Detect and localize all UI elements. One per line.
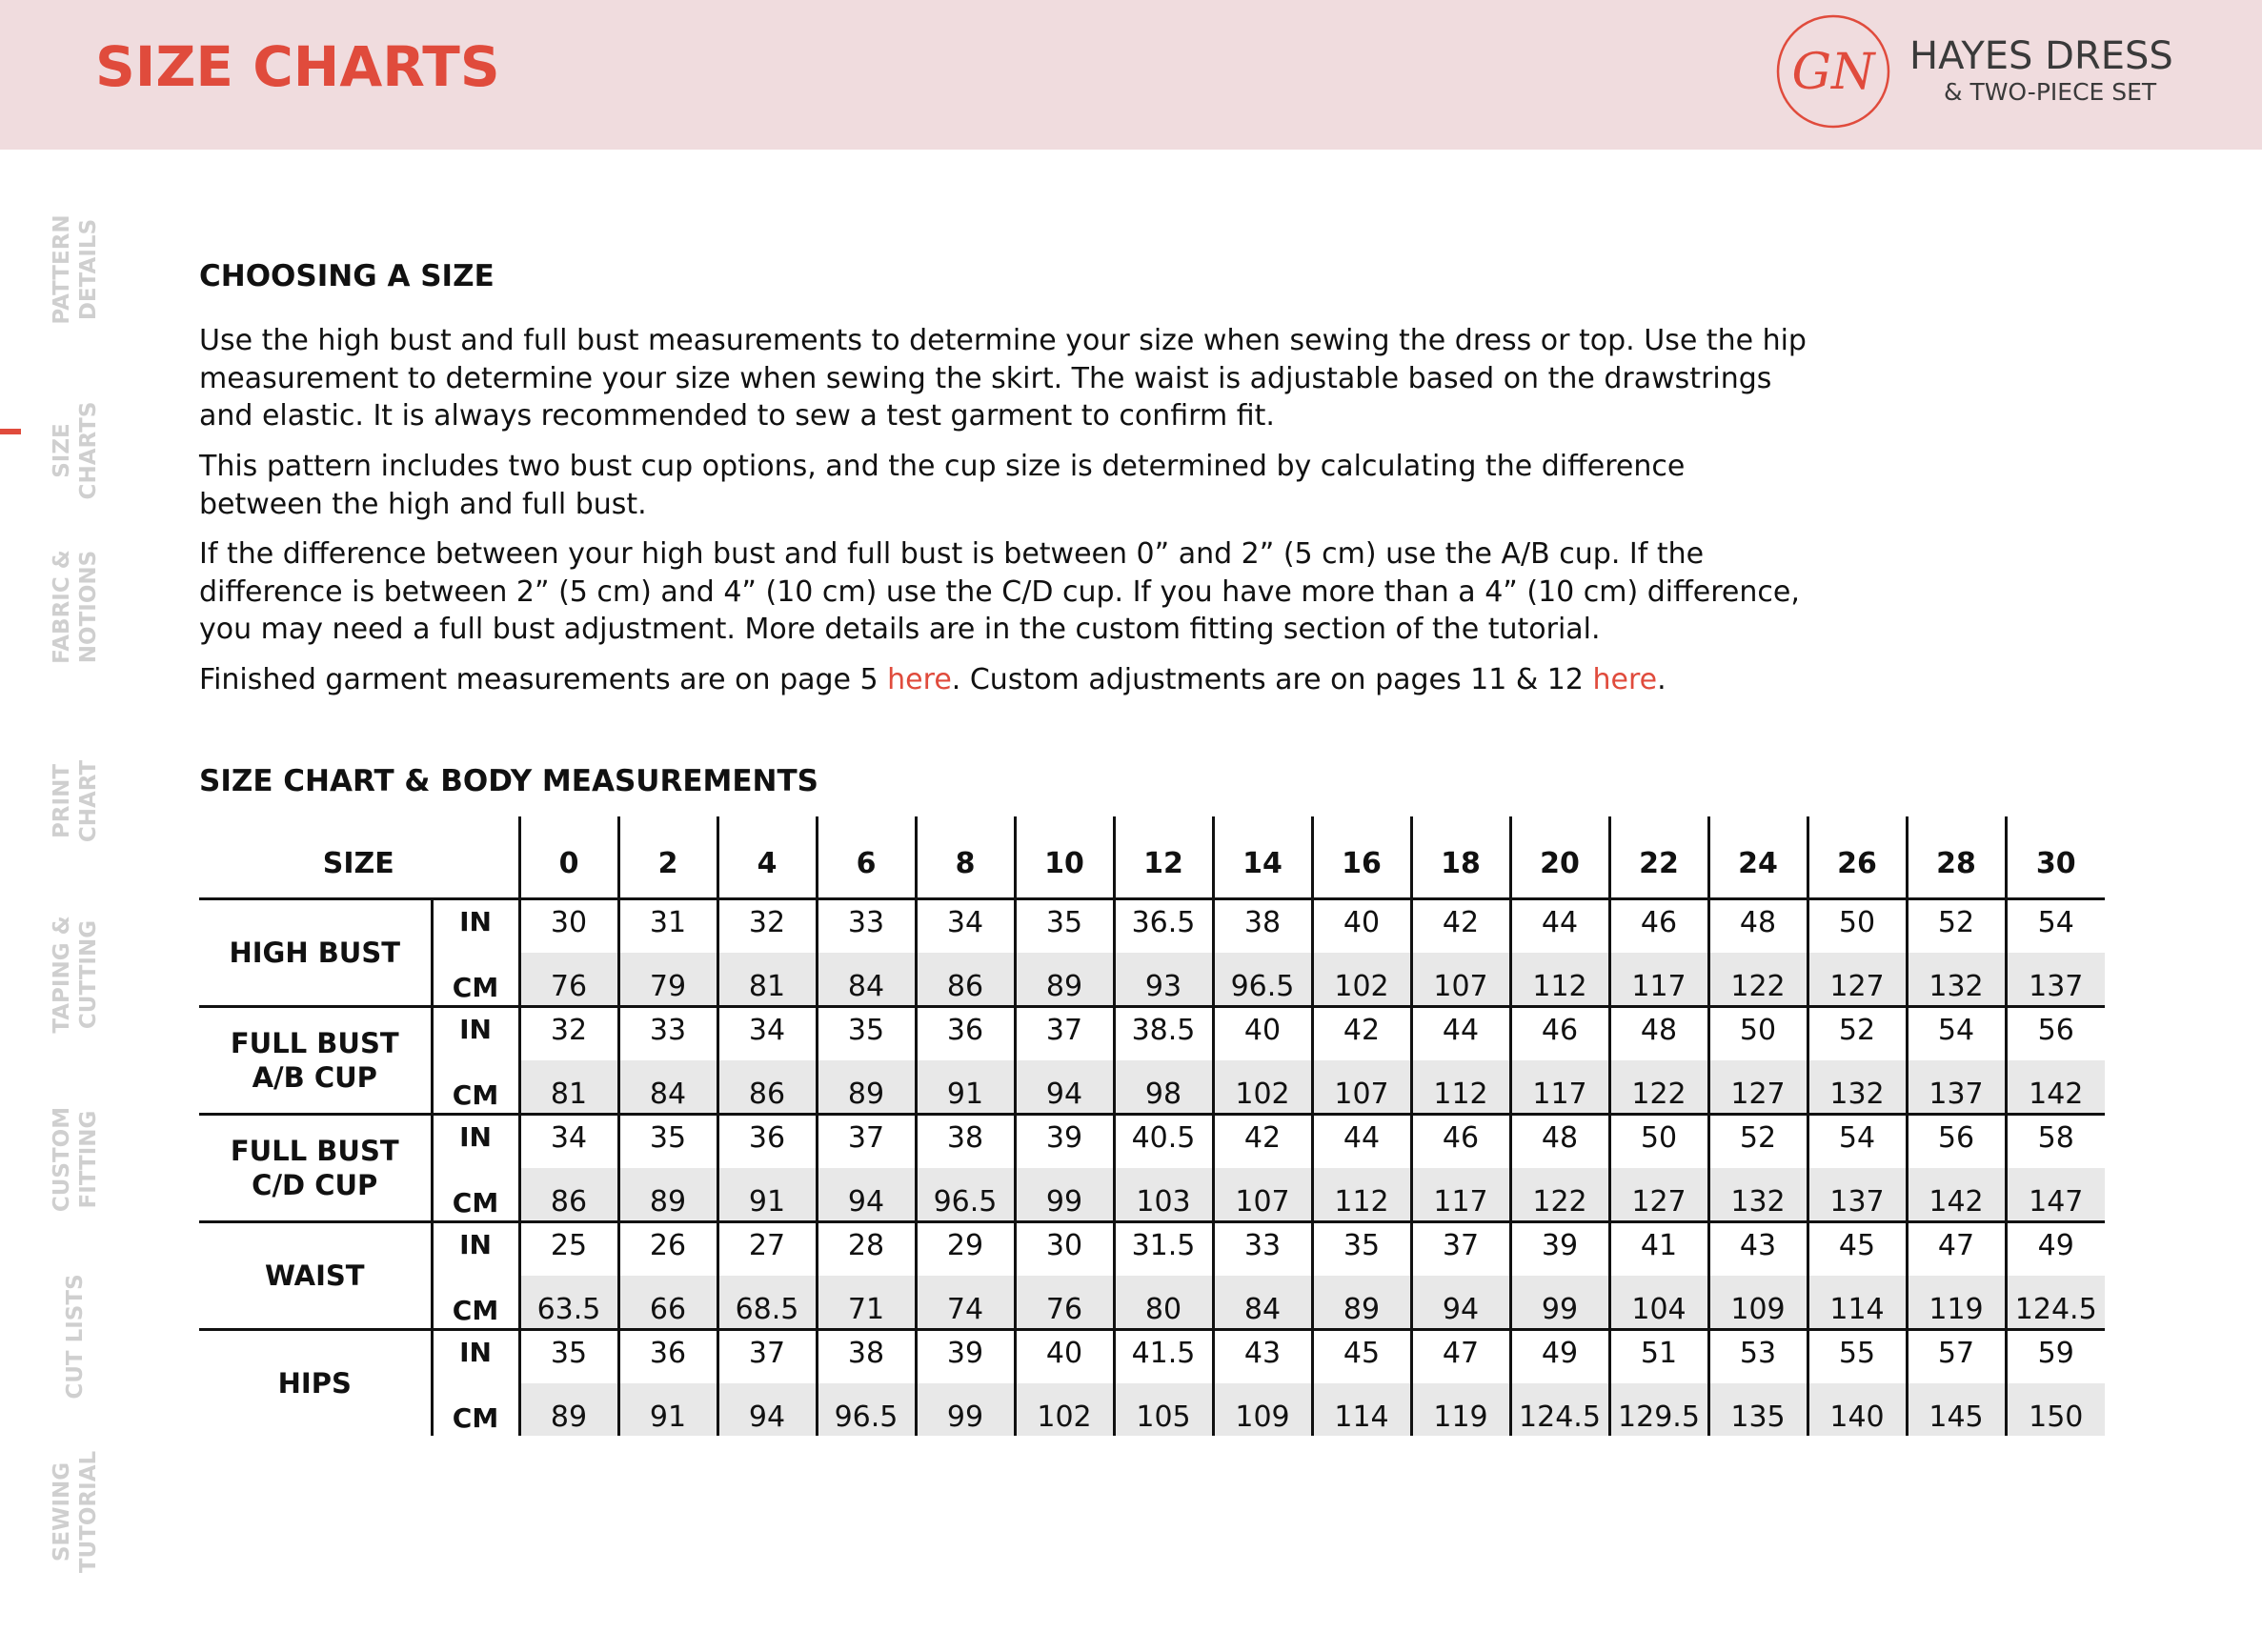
sidebar-item-label: DETAILS (76, 218, 101, 321)
measurement-cell: 32 (717, 898, 817, 953)
measurement-cell: 68.5 (717, 1276, 817, 1330)
measurement-cell: 56 (2006, 1006, 2105, 1060)
measurement-cell: 35 (519, 1329, 618, 1383)
measurement-cell: 96.5 (916, 1168, 1015, 1222)
measurement-cell: 40 (1213, 1006, 1312, 1060)
measurement-cell: 29 (916, 1221, 1015, 1276)
measurement-cell: 54 (2006, 898, 2105, 953)
measurement-cell: 44 (1312, 1114, 1411, 1168)
measurement-cell: 46 (1510, 1006, 1609, 1060)
size-header-cell: 0 (519, 816, 618, 898)
measurement-cell: 30 (519, 898, 618, 953)
sidebar-item-label: CHART (76, 759, 101, 843)
section-heading-choosing-size: CHOOSING A SIZE (199, 259, 495, 293)
measurement-cell: 43 (1708, 1221, 1808, 1276)
measurement-cell: 132 (1907, 953, 2006, 1007)
measurement-cell: 34 (916, 898, 1015, 953)
sidebar-item-taping-cutting[interactable] (0, 903, 152, 1046)
measurement-cell: 43 (1213, 1329, 1312, 1383)
measurement-cell: 37 (817, 1114, 916, 1168)
measurement-cell: 96.5 (817, 1383, 916, 1436)
measurement-cell: 89 (817, 1060, 916, 1115)
table-row (199, 1329, 2105, 1383)
measurement-cell: 117 (1510, 1060, 1609, 1115)
measurement-cell: 50 (1708, 1006, 1808, 1060)
measurement-cell: 122 (1510, 1168, 1609, 1222)
paragraph-cup-options: This pattern includes two bust cup options, and the cup size is determined by calculating the difference between the high and full bust. (199, 450, 1686, 521)
measurement-cell: 132 (1708, 1168, 1808, 1222)
measurement-cell: 40.5 (1114, 1114, 1213, 1168)
measurement-cell: 53 (1708, 1329, 1808, 1383)
paragraph-cup-difference: If the difference between your high bust and full bust is between 0” and 2” (5 cm) use the A/B cup. If the difference is between 2” (5 cm) and 4” (10 cm) use the C/D cup. If you have more than a 4” (10 cm) difference, you may need a full bust adjustment. More details are in the custom fitting section of the tutorial. (199, 537, 1800, 646)
measurement-cell: 39 (1510, 1221, 1609, 1276)
measurement-cell: 150 (2006, 1383, 2105, 1436)
measurement-cell: 55 (1808, 1329, 1907, 1383)
table-row (199, 1114, 2105, 1168)
measurement-cell: 81 (519, 1060, 618, 1115)
measurement-cell: 104 (1609, 1276, 1708, 1330)
measurement-cell: 142 (2006, 1060, 2105, 1115)
table-row (199, 1168, 2105, 1222)
measurement-cell: 39 (1015, 1114, 1114, 1168)
measurement-cell: 81 (717, 953, 817, 1007)
measurement-cell: 107 (1312, 1060, 1411, 1115)
brand-subtitle: & TWO-PIECE SET (1944, 78, 2157, 106)
unit-label-in: IN (432, 1114, 519, 1168)
measurement-cell: 34 (717, 1006, 817, 1060)
custom-adjustments-link[interactable]: here (1592, 663, 1658, 696)
sidebar-item-size-charts[interactable] (0, 379, 152, 522)
brand-logo-icon (1774, 12, 1892, 131)
measurement-cell: 124.5 (2006, 1276, 2105, 1330)
measurement-cell: 40 (1015, 1329, 1114, 1383)
measurement-cell: 135 (1708, 1383, 1808, 1436)
unit-label-cm: CM (432, 1060, 519, 1115)
measurement-cell: 102 (1312, 953, 1411, 1007)
measurement-cell: 91 (916, 1060, 1015, 1115)
measurement-cell: 145 (1907, 1383, 2006, 1436)
measurement-cell: 63.5 (519, 1276, 618, 1330)
measurement-cell: 140 (1808, 1383, 1907, 1436)
header-band (0, 0, 2262, 150)
measurement-cell: 112 (1411, 1060, 1510, 1115)
page-ref-text: . Custom adjustments are on pages 11 & 12 (951, 663, 1593, 696)
measurement-cell: 84 (1213, 1276, 1312, 1330)
measurement-cell: 49 (2006, 1221, 2105, 1276)
measurement-cell: 114 (1312, 1383, 1411, 1436)
table-row (199, 1276, 2105, 1330)
measurement-cell: 94 (817, 1168, 916, 1222)
measurement-cell: 44 (1510, 898, 1609, 953)
measurement-cell: 40 (1312, 898, 1411, 953)
sidebar-item-label: CUT LISTS (63, 1274, 88, 1400)
measurement-cell: 107 (1411, 953, 1510, 1007)
size-header-cell: 12 (1114, 816, 1213, 898)
sidebar-item-label: PATTERN (50, 214, 74, 325)
paragraph-size-intro: Use the high bust and full bust measurements to determine your size when sewing the dress or top. Use the hip measurement to determine your size when sewing the skirt. The waist is adjustable based on the drawstrings and elastic. It is always recommended to sew a test garment to confirm fit. (199, 324, 1807, 433)
sidebar-item-label: TAPING & (50, 916, 74, 1034)
size-chart-table (199, 816, 2105, 1436)
table-header-row (199, 816, 2105, 898)
paragraph-page-references (199, 661, 1809, 699)
measurement-cell: 33 (1213, 1221, 1312, 1276)
measurement-cell: 46 (1411, 1114, 1510, 1168)
measurement-cell: 94 (1015, 1060, 1114, 1115)
measurement-cell: 84 (817, 953, 916, 1007)
sidebar-item-label: CUTTING (76, 919, 101, 1030)
measurement-cell: 79 (618, 953, 717, 1007)
measurement-cell: 147 (2006, 1168, 2105, 1222)
measurement-cell: 122 (1609, 1060, 1708, 1115)
measurement-cell: 47 (1907, 1221, 2006, 1276)
measurement-cell: 48 (1510, 1114, 1609, 1168)
measurement-cell: 129.5 (1609, 1383, 1708, 1436)
measurement-label (199, 898, 432, 1006)
measurement-cell: 31 (618, 898, 717, 953)
measurement-cell: 51 (1609, 1329, 1708, 1383)
measurement-cell: 124.5 (1510, 1383, 1609, 1436)
measurement-cell: 36.5 (1114, 898, 1213, 953)
measurement-cell: 99 (916, 1383, 1015, 1436)
measurement-cell: 41 (1609, 1221, 1708, 1276)
measurement-cell: 41.5 (1114, 1329, 1213, 1383)
measurement-cell: 38 (1213, 898, 1312, 953)
measurement-cell: 89 (1312, 1276, 1411, 1330)
measurement-cell: 31.5 (1114, 1221, 1213, 1276)
measurement-cell: 89 (519, 1383, 618, 1436)
sidebar-item-label: SEWING (50, 1461, 74, 1562)
measurement-cell: 76 (1015, 1276, 1114, 1330)
measurement-cell: 102 (1213, 1060, 1312, 1115)
unit-label-in: IN (432, 898, 519, 953)
measurement-cell: 47 (1411, 1329, 1510, 1383)
measurement-cell: 98 (1114, 1060, 1213, 1115)
measurement-cell: 37 (717, 1329, 817, 1383)
table-row (199, 1383, 2105, 1436)
measurement-cell: 114 (1808, 1276, 1907, 1330)
measurement-cell: 109 (1708, 1276, 1808, 1330)
measurement-label-line: C/D CUP (252, 1168, 378, 1201)
measurement-cell: 58 (2006, 1114, 2105, 1168)
measurement-cell: 142 (1907, 1168, 2006, 1222)
measurement-cell: 99 (1015, 1168, 1114, 1222)
sidebar-item-label: FITTING (76, 1110, 101, 1209)
table-row (199, 953, 2105, 1007)
sidebar-item-custom-fitting[interactable] (0, 1088, 152, 1231)
measurement-cell: 76 (519, 953, 618, 1007)
measurement-cell: 36 (717, 1114, 817, 1168)
measurement-cell: 37 (1015, 1006, 1114, 1060)
page-ref-text: Finished garment measurements are on page 5 (199, 663, 888, 696)
measurement-cell: 107 (1213, 1168, 1312, 1222)
measurement-cell: 36 (618, 1329, 717, 1383)
measurement-cell: 112 (1510, 953, 1609, 1007)
unit-label-cm: CM (432, 953, 519, 1007)
unit-label-cm: CM (432, 1276, 519, 1330)
measurement-cell: 46 (1609, 898, 1708, 953)
measurement-cell: 37 (1411, 1221, 1510, 1276)
measurement-cell: 57 (1907, 1329, 2006, 1383)
measurement-cell: 38 (916, 1114, 1015, 1168)
measurement-label-line: HIPS (277, 1366, 352, 1400)
measurement-cell: 50 (1808, 898, 1907, 953)
size-column-header: SIZE (322, 846, 394, 880)
measurement-cell: 34 (519, 1114, 618, 1168)
measurement-cell: 27 (717, 1221, 817, 1276)
size-header-cell: 20 (1510, 816, 1609, 898)
page-ref-text: . (1657, 663, 1666, 696)
measurement-cell: 84 (618, 1060, 717, 1115)
measurement-cell: 52 (1907, 898, 2006, 953)
measurement-cell: 39 (916, 1329, 1015, 1383)
measurement-cell: 52 (1808, 1006, 1907, 1060)
unit-label-in: IN (432, 1329, 519, 1383)
sidebar-item-cut-lists[interactable] (0, 1265, 152, 1408)
measurement-cell: 48 (1708, 898, 1808, 953)
measurement-label-line: HIGH BUST (229, 936, 401, 969)
logo-monogram: GN (1791, 44, 1875, 101)
measurement-cell: 86 (717, 1060, 817, 1115)
size-header-cell: 4 (717, 816, 817, 898)
measurement-cell: 66 (618, 1276, 717, 1330)
measurement-label (199, 1221, 432, 1329)
measurement-cell: 89 (618, 1168, 717, 1222)
measurement-cell: 26 (618, 1221, 717, 1276)
measurement-cell: 42 (1312, 1006, 1411, 1060)
measurement-label-line: FULL BUST (230, 1134, 399, 1167)
measurement-cell: 33 (817, 898, 916, 953)
size-header-cell: 14 (1213, 816, 1312, 898)
measurement-cell: 80 (1114, 1276, 1213, 1330)
measurement-cell: 99 (1510, 1276, 1609, 1330)
measurement-cell: 44 (1411, 1006, 1510, 1060)
measurement-cell: 117 (1411, 1168, 1510, 1222)
unit-label-cm: CM (432, 1383, 519, 1436)
measurement-cell: 59 (2006, 1329, 2105, 1383)
measurement-cell: 96.5 (1213, 953, 1312, 1007)
table-row (199, 1221, 2105, 1276)
measurement-cell: 48 (1609, 1006, 1708, 1060)
measurement-cell: 54 (1907, 1006, 2006, 1060)
measurement-cell: 45 (1312, 1329, 1411, 1383)
measurement-cell: 36 (916, 1006, 1015, 1060)
measurement-cell: 91 (618, 1383, 717, 1436)
measurement-cell: 127 (1609, 1168, 1708, 1222)
brand-name: HAYES DRESS (1909, 34, 2173, 78)
measurement-label (199, 1114, 432, 1221)
measurement-label-line: WAIST (264, 1259, 365, 1292)
measurement-cell: 122 (1708, 953, 1808, 1007)
sidebar-item-pattern-details[interactable] (0, 198, 152, 341)
sidebar-item-label: CUSTOM (50, 1106, 74, 1213)
measurement-cell: 112 (1312, 1168, 1411, 1222)
measurement-cell: 42 (1213, 1114, 1312, 1168)
measurement-label-line: A/B CUP (252, 1060, 377, 1094)
sidebar-item-label: CHARTS (76, 401, 101, 500)
garment-measurements-link[interactable]: here (887, 663, 952, 696)
measurement-cell: 28 (817, 1221, 916, 1276)
measurement-cell: 93 (1114, 953, 1213, 1007)
measurement-cell: 49 (1510, 1329, 1609, 1383)
measurement-cell: 91 (717, 1168, 817, 1222)
measurement-cell: 102 (1015, 1383, 1114, 1436)
measurement-cell: 127 (1808, 953, 1907, 1007)
measurement-cell: 103 (1114, 1168, 1213, 1222)
sidebar-item-fabric-notions[interactable] (0, 535, 152, 678)
measurement-cell: 25 (519, 1221, 618, 1276)
unit-label-cm: CM (432, 1168, 519, 1222)
size-header-cell: 18 (1411, 816, 1510, 898)
size-header-cell: 16 (1312, 816, 1411, 898)
measurement-cell: 45 (1808, 1221, 1907, 1276)
measurement-cell: 42 (1411, 898, 1510, 953)
measurement-cell: 137 (2006, 953, 2105, 1007)
sidebar-item-sewing-tutorial[interactable] (0, 1440, 152, 1583)
unit-label-in: IN (432, 1221, 519, 1276)
sidebar-active-indicator (0, 429, 21, 434)
measurement-cell: 117 (1609, 953, 1708, 1007)
measurement-cell: 71 (817, 1276, 916, 1330)
size-header-cell: 28 (1907, 816, 2006, 898)
size-header-cell: 10 (1015, 816, 1114, 898)
measurement-cell: 54 (1808, 1114, 1907, 1168)
size-header-cell: 26 (1808, 816, 1907, 898)
sidebar-item-label: PRINT (50, 763, 74, 839)
size-header-cell: 30 (2006, 816, 2105, 898)
measurement-cell: 74 (916, 1276, 1015, 1330)
table-row (199, 898, 2105, 953)
measurement-cell: 119 (1411, 1383, 1510, 1436)
measurement-cell: 38.5 (1114, 1006, 1213, 1060)
table-row (199, 1060, 2105, 1115)
measurement-label (199, 1329, 432, 1436)
sidebar-item-label: SIZE (50, 423, 74, 478)
measurement-label-line: FULL BUST (230, 1026, 399, 1059)
measurement-cell: 105 (1114, 1383, 1213, 1436)
measurement-cell: 35 (1015, 898, 1114, 953)
size-header-cell: 22 (1609, 816, 1708, 898)
section-heading-size-chart: SIZE CHART & BODY MEASUREMENTS (199, 764, 818, 798)
unit-label-in: IN (432, 1006, 519, 1060)
measurement-cell: 30 (1015, 1221, 1114, 1276)
measurement-cell: 137 (1907, 1060, 2006, 1115)
measurement-cell: 137 (1808, 1168, 1907, 1222)
measurement-cell: 38 (817, 1329, 916, 1383)
size-header-cell: 24 (1708, 816, 1808, 898)
measurement-cell: 32 (519, 1006, 618, 1060)
measurement-cell: 33 (618, 1006, 717, 1060)
measurement-cell: 35 (817, 1006, 916, 1060)
sidebar-item-label: FABRIC & (50, 550, 74, 664)
measurement-cell: 50 (1609, 1114, 1708, 1168)
measurement-cell: 127 (1708, 1060, 1808, 1115)
size-header-cell: 6 (817, 816, 916, 898)
size-header-cell: 2 (618, 816, 717, 898)
measurement-cell: 52 (1708, 1114, 1808, 1168)
measurement-cell: 89 (1015, 953, 1114, 1007)
measurement-label (199, 1006, 432, 1114)
page-title: SIZE CHARTS (95, 34, 500, 99)
measurement-cell: 132 (1808, 1060, 1907, 1115)
table-row (199, 1006, 2105, 1060)
measurement-cell: 56 (1907, 1114, 2006, 1168)
sidebar-item-print-chart[interactable] (0, 730, 152, 873)
measurement-cell: 86 (519, 1168, 618, 1222)
measurement-cell: 94 (1411, 1276, 1510, 1330)
measurement-cell: 35 (618, 1114, 717, 1168)
sidebar-item-label: TUTORIAL (76, 1450, 101, 1574)
size-header-cell: 8 (916, 816, 1015, 898)
measurement-cell: 86 (916, 953, 1015, 1007)
measurement-cell: 119 (1907, 1276, 2006, 1330)
sidebar-item-label: NOTIONS (76, 550, 101, 664)
measurement-cell: 35 (1312, 1221, 1411, 1276)
measurement-cell: 109 (1213, 1383, 1312, 1436)
measurement-cell: 94 (717, 1383, 817, 1436)
